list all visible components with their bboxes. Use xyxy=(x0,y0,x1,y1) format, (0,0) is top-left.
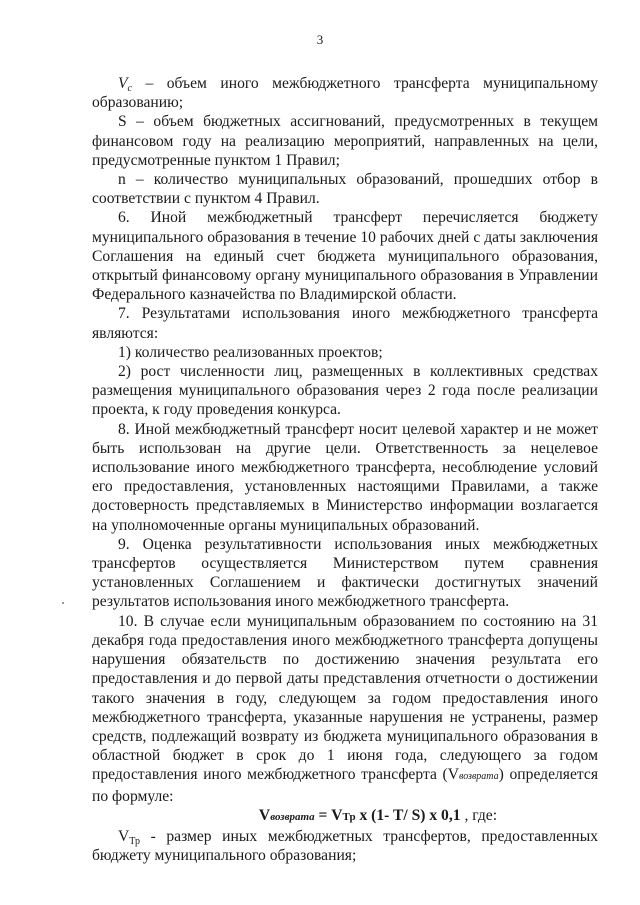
vtr-text: - размер иных межбюджетных трансфертов, предоставленных бюджету муниципального образования; xyxy=(92,827,598,865)
vtr-symbol: V xyxy=(118,827,130,845)
paragraph-10-text-a: 10. В случае если муниципальным образованием по состоянию на 31 декабря года предоставления иного межбюджетного трансферта допущены нарушения обязательств по достижению значения результата его предоставления и до первой даты представления отчетности о достижении такого значения в году, следующем за годом предоставления иного межбюджетного трансферта, указанные нарушения не устранены, размер средств, подлежащий возврату из бюджета муниципального образования в областной бюджет в срок до 1 июня года, следующего за годом предоставления иного межбюджетного трансферта (V xyxy=(92,612,598,784)
vtr-subscript: Тр xyxy=(129,835,140,847)
formula-rhs-rest: x (1- T/ S) x 0,1 xyxy=(355,806,461,824)
formula-rhs-subscript: Тр xyxy=(342,810,356,823)
paragraph-10 xyxy=(92,612,598,806)
paragraph-s-definition: S – объем бюджетных ассигнований, предусмотренных в текущем финансовом году на реализацию мероприятий, направленных на цели, предусмотренные пунктом 1 Правил; xyxy=(92,113,598,169)
paragraph-7-item-1: 1) количество реализованных проектов; xyxy=(118,343,383,361)
vc-text: – объем иного межбюджетного трансферта муниципальному образованию; xyxy=(92,75,598,112)
paragraph-n-definition: n – количество муниципальных образований, прошедших отбор в соответствии с пунктом 4 Правил. xyxy=(92,171,598,208)
scan-dot xyxy=(62,602,64,604)
document-body xyxy=(92,74,598,865)
paragraph-10-subscript: возврата xyxy=(458,771,499,783)
paragraph-10-text-b: ) определяется по формуле: xyxy=(92,766,598,805)
paragraph-8: 8. Иной межбюджетный трансферт носит целевой характер и не может быть использован на другие цели. Ответственность за нецелевое использование иного межбюджетного трансферта, несоблюдение условий его предоставления, установленных настоящими Правилами, а также достоверность представляемых в Министерство информации возлагается на уполномоченные органы муниципальных образований. xyxy=(92,420,598,534)
formula-tail: , где: xyxy=(460,806,498,824)
paragraph-6: 6. Иной межбюджетный трансферт перечисляется бюджету муниципального образования в течение 10 рабочих дней с даты заключения Соглашения на единый счет бюджета муниципального образования, открытый финансовому органу муниципального образования в Управлении Федерального казначейства по Владимирской области. xyxy=(92,209,598,304)
paragraph-9: 9. Оценка результативности использования иных межбюджетных трансфертов осуществляется Министерством путем сравнения установленных Соглашением и фактически достигнутых значений результатов использования иного межбюджетного трансферта. xyxy=(92,535,598,611)
formula-equals: = xyxy=(314,806,332,824)
formula-lhs-subscript: возврата xyxy=(270,810,315,823)
paragraph-vc-definition xyxy=(92,74,598,112)
vc-symbol: V xyxy=(118,75,128,92)
refund-formula xyxy=(92,806,598,827)
paragraph-7: 7. Результатами использования иного межбюджетного трансферта являются: xyxy=(92,305,598,342)
paragraph-vtr-definition xyxy=(92,827,598,865)
paragraph-7-item-2: 2) рост численности лиц, размещенных в коллективных средствах размещения муниципального образования через 2 года после реализации проекта, к году проведения конкурса. xyxy=(92,363,598,419)
vc-subscript: c xyxy=(127,83,132,94)
formula-rhs-symbol: V xyxy=(331,806,343,824)
formula-lhs-symbol: V xyxy=(258,806,271,824)
page-number: 3 xyxy=(316,32,324,47)
